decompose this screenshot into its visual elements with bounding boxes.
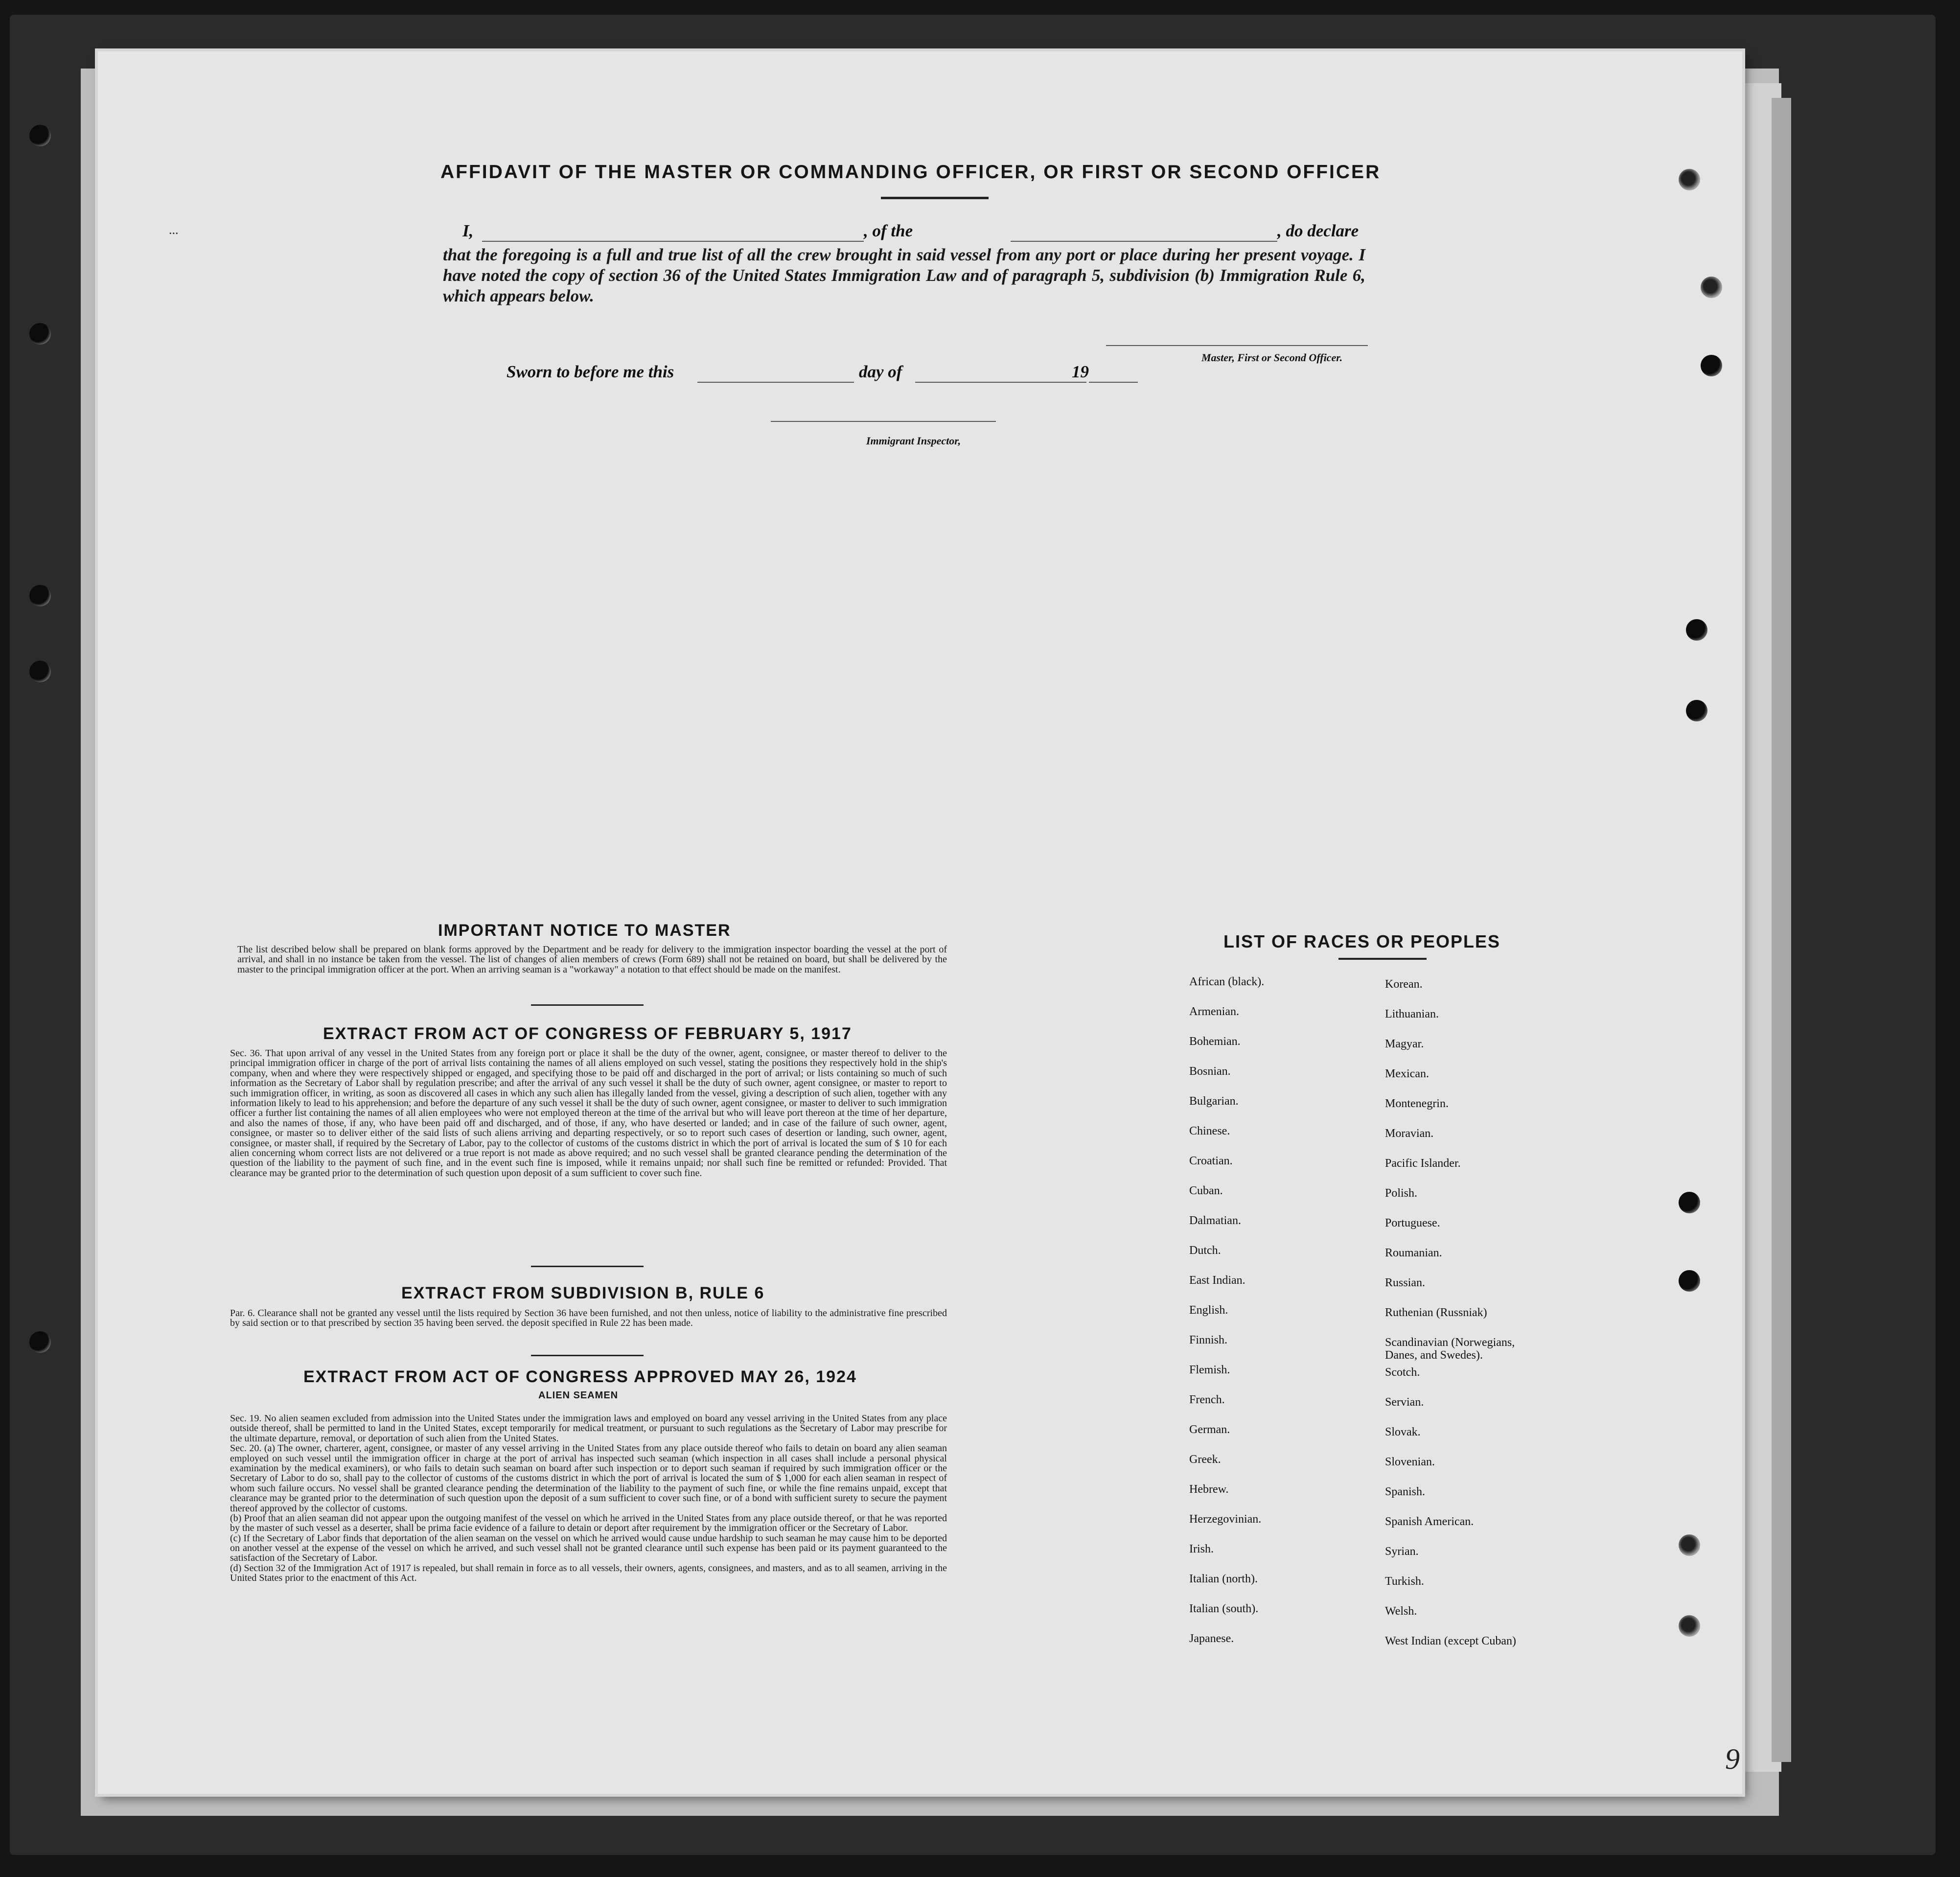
vessel-name-field[interactable] (1011, 241, 1277, 242)
of-the-label: , of the (864, 221, 913, 240)
race-item: Montenegrin. (1385, 1097, 1449, 1110)
binder-hole (1679, 169, 1700, 190)
race-item: German. (1189, 1423, 1230, 1436)
extract-1917-rule (531, 1266, 644, 1267)
races-column-2 (1385, 978, 1546, 1665)
race-item: Scotch. (1385, 1366, 1420, 1379)
race-item: East Indian. (1189, 1274, 1245, 1287)
binder-hole (1701, 355, 1722, 376)
extract-1924-title: EXTRACT FROM ACT OF CONGRESS APPROVED MAY 26, 1924 (303, 1367, 857, 1386)
affidavit-body: that the foregoing is a full and true list of all the crew brought in said vessel from any port or place during her present voyage. I have noted the copy of section 36 of the United States Immigration Law and of paragraph 5, subdivision (b) Immigration Rule 6, which appears below. (443, 245, 1365, 305)
affidavit-declaration-line (443, 221, 1368, 246)
race-item: Syrian. (1385, 1545, 1419, 1558)
sworn-month-field[interactable] (915, 382, 1086, 383)
race-item: Armenian. (1189, 1005, 1239, 1018)
race-item: Welsh. (1385, 1605, 1417, 1618)
race-item: Italian (north). (1189, 1573, 1258, 1585)
race-item: French. (1189, 1393, 1225, 1406)
race-item: Ruthenian (Russniak) (1385, 1306, 1487, 1319)
binder-hole (29, 1331, 51, 1353)
race-item: Dutch. (1189, 1244, 1221, 1257)
binder-hole (1686, 700, 1707, 721)
extract-rule6-body: Par. 6. Clearance shall not be granted any vessel until the lists required by Section 36 have been furnished, and not then unless, notice of liability to the administrative fine prescribed by said section or to that prescribed by section 35 having been served. the deposit specified in Rule 22 has been made. (230, 1308, 947, 1329)
races-column-1 (1189, 975, 1264, 1662)
race-item: African (black). (1189, 975, 1265, 988)
race-item: Greek. (1189, 1453, 1221, 1466)
do-declare-label: , do declare (1277, 221, 1359, 240)
race-item: Roumanian. (1385, 1247, 1442, 1259)
master-signature-field[interactable] (1106, 345, 1368, 346)
binder-hole (29, 585, 51, 606)
race-item: Bulgarian. (1189, 1095, 1239, 1108)
race-item: Turkish. (1385, 1575, 1424, 1588)
race-item: Lithuanian. (1385, 1008, 1439, 1020)
binder-hole (1686, 619, 1707, 641)
race-item: English. (1189, 1304, 1228, 1317)
race-item: Pacific Islander. (1385, 1157, 1461, 1170)
race-item: Moravian. (1385, 1127, 1434, 1140)
extract-1924-subtitle: ALIEN SEAMEN (538, 1390, 619, 1401)
notice-rule (531, 1004, 644, 1006)
race-item: Russian. (1385, 1276, 1426, 1289)
race-item: Slovenian. (1385, 1456, 1435, 1468)
race-item: Magyar. (1385, 1038, 1424, 1050)
race-item: Japanese. (1189, 1632, 1234, 1645)
race-item: Scandinavian (Norwegians, Danes, and Swedes). (1385, 1336, 1515, 1362)
extract-1917-title: EXTRACT FROM ACT OF CONGRESS OF FEBRUARY 5, 1917 (323, 1024, 852, 1043)
year-label: 19 (1072, 362, 1089, 381)
races-title: LIST OF RACES OR PEOPLES (1223, 931, 1501, 951)
inspector-signature-label: Immigrant Inspector, (866, 435, 961, 447)
sworn-label: Sworn to before me this (507, 362, 674, 381)
race-item: Herzegovinian. (1189, 1513, 1262, 1526)
binder-hole (29, 323, 51, 345)
race-item: Chinese. (1189, 1125, 1230, 1137)
notice-body: The list described below shall be prepared on blank forms approved by the Department and be ready for delivery to the immigration inspector boarding the vessel at the port of arrival, and shall in no instance be taken from the vessel. The list of changes of alien members of crews (Form 689) shall not be retained on board, but shall be delivered by the master to the principal immigration officer at the port. When an arriving seaman is a "workaway" a notation to that effect should be made on the manifest. (237, 944, 947, 975)
race-item: Italian (south). (1189, 1602, 1259, 1615)
master-signature-label: Master, First or Second Officer. (1201, 351, 1343, 364)
race-item: Servian. (1385, 1396, 1424, 1409)
race-item: Slovak. (1385, 1426, 1421, 1438)
extract-1917-body: Sec. 36. That upon arrival of any vessel in the United States from any foreign port or place it shall be the duty of the owner, agent, consignee, or master thereof to deliver to the principal immigration officer in charge of the port of arrival lists containing the names of all aliens employed on such vessel, stating the positions they respectively hold in the ship's company, when and where they were respectively shipped or engaged, and specifying those to be paid off and discharged in the port of arrival; or lists containing so much of such information as the Secretary of Labor shall by regulation prescribe; and after the arrival of any such vessel it shall be the duty of such owner, agent consignee, or master to report to such immigration officer, in writing, as soon as discovered all cases in which any such alien has illegally landed from the vessel, giving a description of such alien, together with any information likely to lead to his apprehension; and before the departure of any such vessel it shall be the duty of such owner, agent consignee, or master to deliver to such immigration officer a further list containing the names of all alien employees who were not employed thereon at the time of the arrival but who will leave port thereon at the time of her departure, and also the names of those, if any, who have been paid off and discharged, and of those, if any, who have deserted or landed; and in case of the failure of such owner, agent, consignee, or master so to deliver either of the said lists of such aliens arriving and departing respectively, or so to report such cases of desertion or landing, such owner, agent, consignee, or master shall, if required by the Secretary of Labor, pay to the collector of customs of the customs district in which the port of arrival is located the sum of $ 10 for each alien concerning whom correct lists are not delivered or a true report is not made as above required; and no such vessel shall be granted clearance pending the determination of the question of the liability to the payment of such fine, and in the event such fine is imposed, while it remains unpaid; nor shall such fine be remitted or refunded: Provided. That clearance may be granted prior to the determination of such question upon deposit of a sum sufficient to cover such fine. (230, 1048, 947, 1179)
binder-hole (1679, 1615, 1700, 1637)
race-item: Portuguese. (1385, 1217, 1440, 1229)
stray-marks: ... (169, 223, 179, 237)
binder-hole (1679, 1270, 1700, 1292)
race-item: Hebrew. (1189, 1483, 1229, 1496)
binder-hole (1679, 1534, 1700, 1556)
sworn-year-field[interactable] (1089, 382, 1138, 383)
binder-hole (1701, 277, 1722, 298)
race-item: Spanish American. (1385, 1515, 1474, 1528)
underlying-sheet (1772, 98, 1791, 1762)
sworn-line (507, 362, 1143, 387)
race-item: Flemish. (1189, 1364, 1230, 1376)
race-item: Bohemian. (1189, 1035, 1241, 1048)
extract-rule6-rule (531, 1355, 644, 1356)
race-item: Polish. (1385, 1187, 1418, 1200)
race-item: Croatian. (1189, 1155, 1233, 1167)
binder-hole (29, 125, 51, 146)
affidavit-title: AFFIDAVIT OF THE MASTER OR COMMANDING OFFICER, OR FIRST OR SECOND OFFICER (440, 162, 1381, 183)
race-item: Irish. (1189, 1543, 1214, 1555)
corner-handwritten-mark: 9 (1725, 1743, 1740, 1775)
race-item: Mexican. (1385, 1067, 1429, 1080)
race-item: Cuban. (1189, 1184, 1223, 1197)
races-title-rule (1338, 958, 1427, 960)
race-item: Finnish. (1189, 1334, 1228, 1346)
race-item: Bosnian. (1189, 1065, 1231, 1078)
sworn-day-field[interactable] (697, 382, 854, 383)
declarant-name-field[interactable] (482, 241, 864, 242)
race-item: Dalmatian. (1189, 1214, 1241, 1227)
race-item: Spanish. (1385, 1485, 1426, 1498)
day-of-label: day of (859, 362, 902, 381)
binder-hole (1679, 1192, 1700, 1213)
extract-rule6-title: EXTRACT FROM SUBDIVISION B, RULE 6 (401, 1284, 765, 1302)
inspector-signature-field[interactable] (771, 421, 996, 422)
notice-title: IMPORTANT NOTICE TO MASTER (438, 921, 731, 940)
race-item: West Indian (except Cuban) (1385, 1635, 1516, 1647)
binder-hole (29, 661, 51, 682)
extract-1924-body: Sec. 19. No alien seamen excluded from admission into the United States under the immigration laws and employed on board any vessel arriving in the United States from any place outside thereof, shall be permitted to land in the United States, except temporarily for medical treatment, or pursuant to such regulations as the Secretary of Labor may prescribe for the ultimate departure, removal, or deportation of such alien from the United States. Sec. 20. (a) The owner, charterer, agent, consignee, or master of any vessel arriving in the United States from any place outside thereof who fails to detain on board any alien seaman employed on such vessel until the immigration officer in charge at the port of arrival has inspected such seaman (which inspection in all cases shall include a personal physical examination by the medical examiners), or who fails to detain such seaman on board after such inspection or to deport such seaman if required by such immigration officer or the Secretary of Labor to do so, shall pay to the collector of customs of the customs district in which the port of arrival is located the sum of $ 1,000 for each alien seaman in respect of whom such failure occurs. No vessel shall be granted clearance pending the determination of the liability to the payment of such fine, or while the fine remains unpaid, except that clearance may be granted prior to the determination of such question upon the deposit of a sum sufficient to cover such fine, or of a bond with sufficient surety to secure the payment thereof approved by the collector of customs. (b) Proof that an alien seaman did not appear upon the outgoing manifest of the vessel on which he arrived in the United States from any place outside thereof, or that he was reported by the master of such vessel as a deserter, shall be prima facie evidence of a failure to detain or deport after requirement by the immigration officer or the Secretary of Labor. (c) If the Secretary of Labor finds that deportation of the alien seaman on the vessel on which he arrived would cause undue hardship to such seaman he may cause him to be deported on another vessel at the expense of the vessel on which he arrived, and such vessel shall not be granted clearance until such expense has been paid or its payment guaranteed to the satisfaction of the Secretary of Labor. (d) Section 32 of the Immigration Act of 1917 is repealed, but shall remain in force as to all vessels, their owners, agents, consignees, and masters, and as to all seamen, arriving in the United States prior to the enactment of this Act. (230, 1413, 947, 1584)
race-item: Korean. (1385, 978, 1423, 991)
declarant-i-label: I, (462, 221, 474, 240)
affidavit-title-rule (881, 197, 989, 199)
